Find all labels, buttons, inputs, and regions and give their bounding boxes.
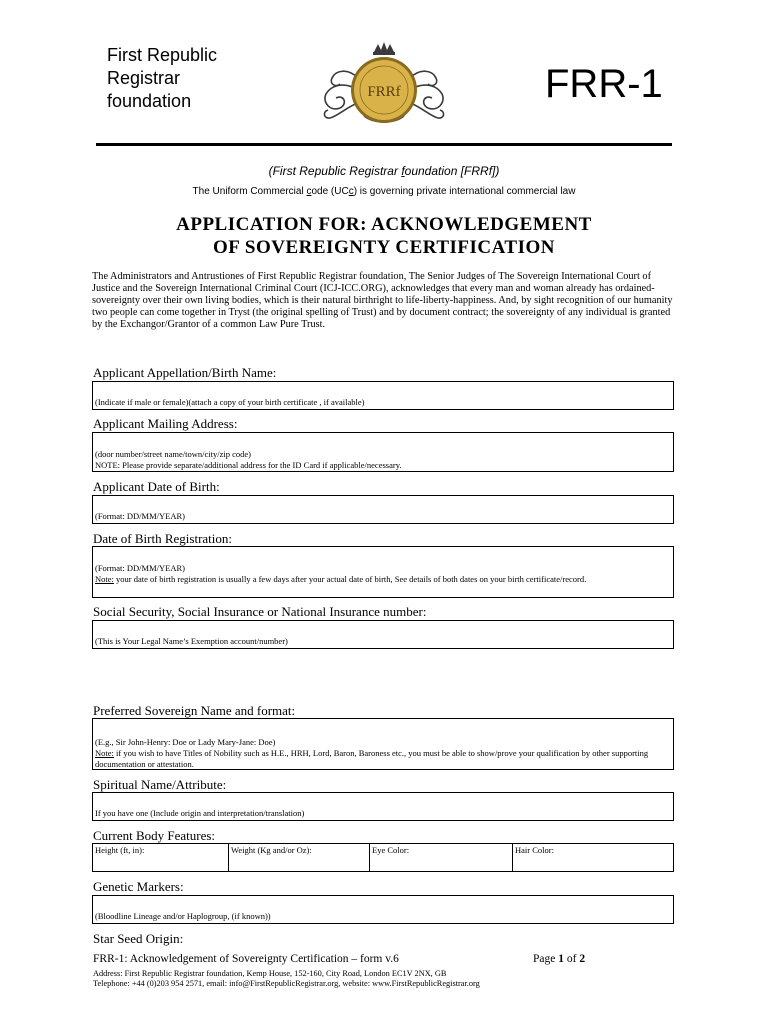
sovereign-name-hint: (E.g., Sir John-Henry: Doe or Lady Mary-Jane: Doe)	[95, 737, 276, 747]
social-security-label: Social Security, Social Insurance or National Insurance number:	[93, 604, 427, 619]
genetic-markers-hint: (Bloodline Lineage and/or Haplogroup, (if known))	[95, 911, 271, 921]
footer-form-title: FRR-1: Acknowledgement of Sovereignty Certification – form v.6	[93, 953, 399, 965]
eye-color-cell[interactable]	[370, 844, 513, 871]
weight-cell[interactable]	[229, 844, 370, 871]
sovereign-name-label: Preferred Sovereign Name and format:	[93, 703, 296, 718]
social-security-field[interactable]	[92, 620, 674, 649]
sovereign-name-note	[95, 748, 671, 770]
subtitle	[0, 164, 768, 178]
sovereign-name-note-text: if you wish to have Titles of Nobility such as H.E., HRH, Lord, Baron, Baroness etc., you must be able to show/prove your qualification by other supporting documentation or attestation.	[95, 748, 649, 769]
mailing-address-note: NOTE: Please provide separate/additional address for the ID Card if applicable/necessary.	[95, 460, 402, 470]
hair-color-cell[interactable]	[513, 844, 673, 871]
page-word: Page	[533, 953, 559, 965]
body-features-label: Current Body Features:	[93, 828, 216, 843]
form-title-line-1: APPLICATION FOR: ACKNOWLEDGEMENT	[176, 214, 592, 235]
height-label: Height (ft, in):	[95, 845, 145, 855]
date-of-birth-label: Applicant Date of Birth:	[93, 479, 220, 494]
seal-icon	[318, 42, 450, 126]
form-title-line-2: OF SOVEREIGNTY CERTIFICATION	[212, 237, 555, 258]
mailing-address-hint: (door number/street name/town/city/zip code)	[95, 449, 252, 459]
date-of-birth-hint: (Format: DD/MM/YEAR)	[95, 511, 185, 521]
page-indicator	[533, 953, 585, 965]
mailing-address-field[interactable]	[92, 432, 674, 472]
hair-color-label: Hair Color:	[515, 845, 554, 855]
spiritual-name-label: Spiritual Name/Attribute:	[93, 777, 227, 792]
eye-color-label: Eye Color:	[372, 845, 410, 855]
birth-name-field[interactable]	[92, 381, 674, 410]
footer-address: Address: First Republic Registrar foundation, Kemp House, 152-160, City Road, London EC1V 2NX, GB	[93, 969, 447, 978]
page-number: 1	[558, 953, 564, 965]
ucc-text-middle: ode (UC	[311, 186, 349, 197]
form-code: FRR-1	[545, 62, 663, 106]
birth-registration-note-text: your date of birth registration is usually a few days after your actual date of birth, See details of both dates on your birth certificate/record.	[113, 574, 587, 584]
genetic-markers-label: Genetic Markers:	[93, 879, 184, 894]
ucc-text: The Uniform Commercial	[192, 186, 307, 197]
spiritual-name-hint: If you have one (Include origin and interpretation/translation)	[95, 808, 305, 818]
birth-name-label: Applicant Appellation/Birth Name:	[93, 365, 277, 380]
star-seed-label: Star Seed Origin:	[93, 931, 184, 946]
birth-registration-note-label: Note:	[95, 574, 114, 584]
birth-name-hint: (Indicate if male or female)(attach a copy of your birth certificate , if available)	[95, 397, 365, 407]
date-of-birth-field[interactable]	[92, 495, 674, 524]
body-features-table	[92, 843, 674, 872]
weight-label: Weight (Kg and/or Oz):	[231, 845, 312, 855]
birth-registration-field[interactable]	[92, 546, 674, 598]
ucc-underlined-letter: c	[306, 186, 312, 197]
sovereign-name-note-label: Note:	[95, 748, 114, 758]
social-security-hint: (This is Your Legal Name’s Exemption account/number)	[95, 636, 288, 646]
seal-text: FRRf	[367, 84, 401, 100]
sovereign-name-field[interactable]	[92, 718, 674, 770]
ucc-text-end: ) is governing private international commercial law	[353, 186, 576, 197]
mailing-address-label: Applicant Mailing Address:	[93, 416, 238, 431]
birth-registration-hint: (Format: DD/MM/YEAR)	[95, 563, 185, 573]
intro-paragraph: The Administrators and Antrustiones of First Republic Registrar foundation, The Senior Judges of The Sovereign International Court of Justice and the Sovereign International Criminal Court (ICJ-ICC.ORG), acknowledges that every man and woman already has ordained-sovereignty over their own living bodies, which is their natural birthright to life-liberty-happiness. And, by sight recognition of our humanity two people can come together in Tryst (the original spelling of Trust) and by document contract; the sovereignty of any individual is granted by the Exchangor/Grantor of a common Law Pure Trust.	[92, 271, 673, 330]
header-divider	[96, 143, 672, 146]
ucc-underlined-letter-2: c	[348, 186, 354, 197]
logo-emblem	[318, 42, 450, 126]
page-total: 2	[579, 953, 586, 965]
page-of: of	[563, 953, 580, 965]
organization-name: First Republic Registrar foundation	[107, 45, 218, 111]
subtitle-text: (First Republic Registrar	[268, 164, 402, 178]
birth-registration-label: Date of Birth Registration:	[93, 531, 233, 546]
height-cell[interactable]	[93, 844, 229, 871]
spiritual-name-field[interactable]	[92, 792, 674, 821]
footer-telephone: Telephone: +44 (0)203 954 2571, email: info@FirstRepublicRegistrar.org, website: www.FirstRepublicRegistrar.org	[93, 979, 480, 988]
genetic-markers-field[interactable]	[92, 895, 674, 924]
subtitle-text-end: oundation [FRRf])	[404, 164, 500, 178]
subtitle-underlined-letter: f	[401, 164, 405, 178]
footer-contact	[93, 969, 683, 989]
ucc-statement	[0, 186, 768, 197]
birth-registration-note	[95, 574, 671, 585]
